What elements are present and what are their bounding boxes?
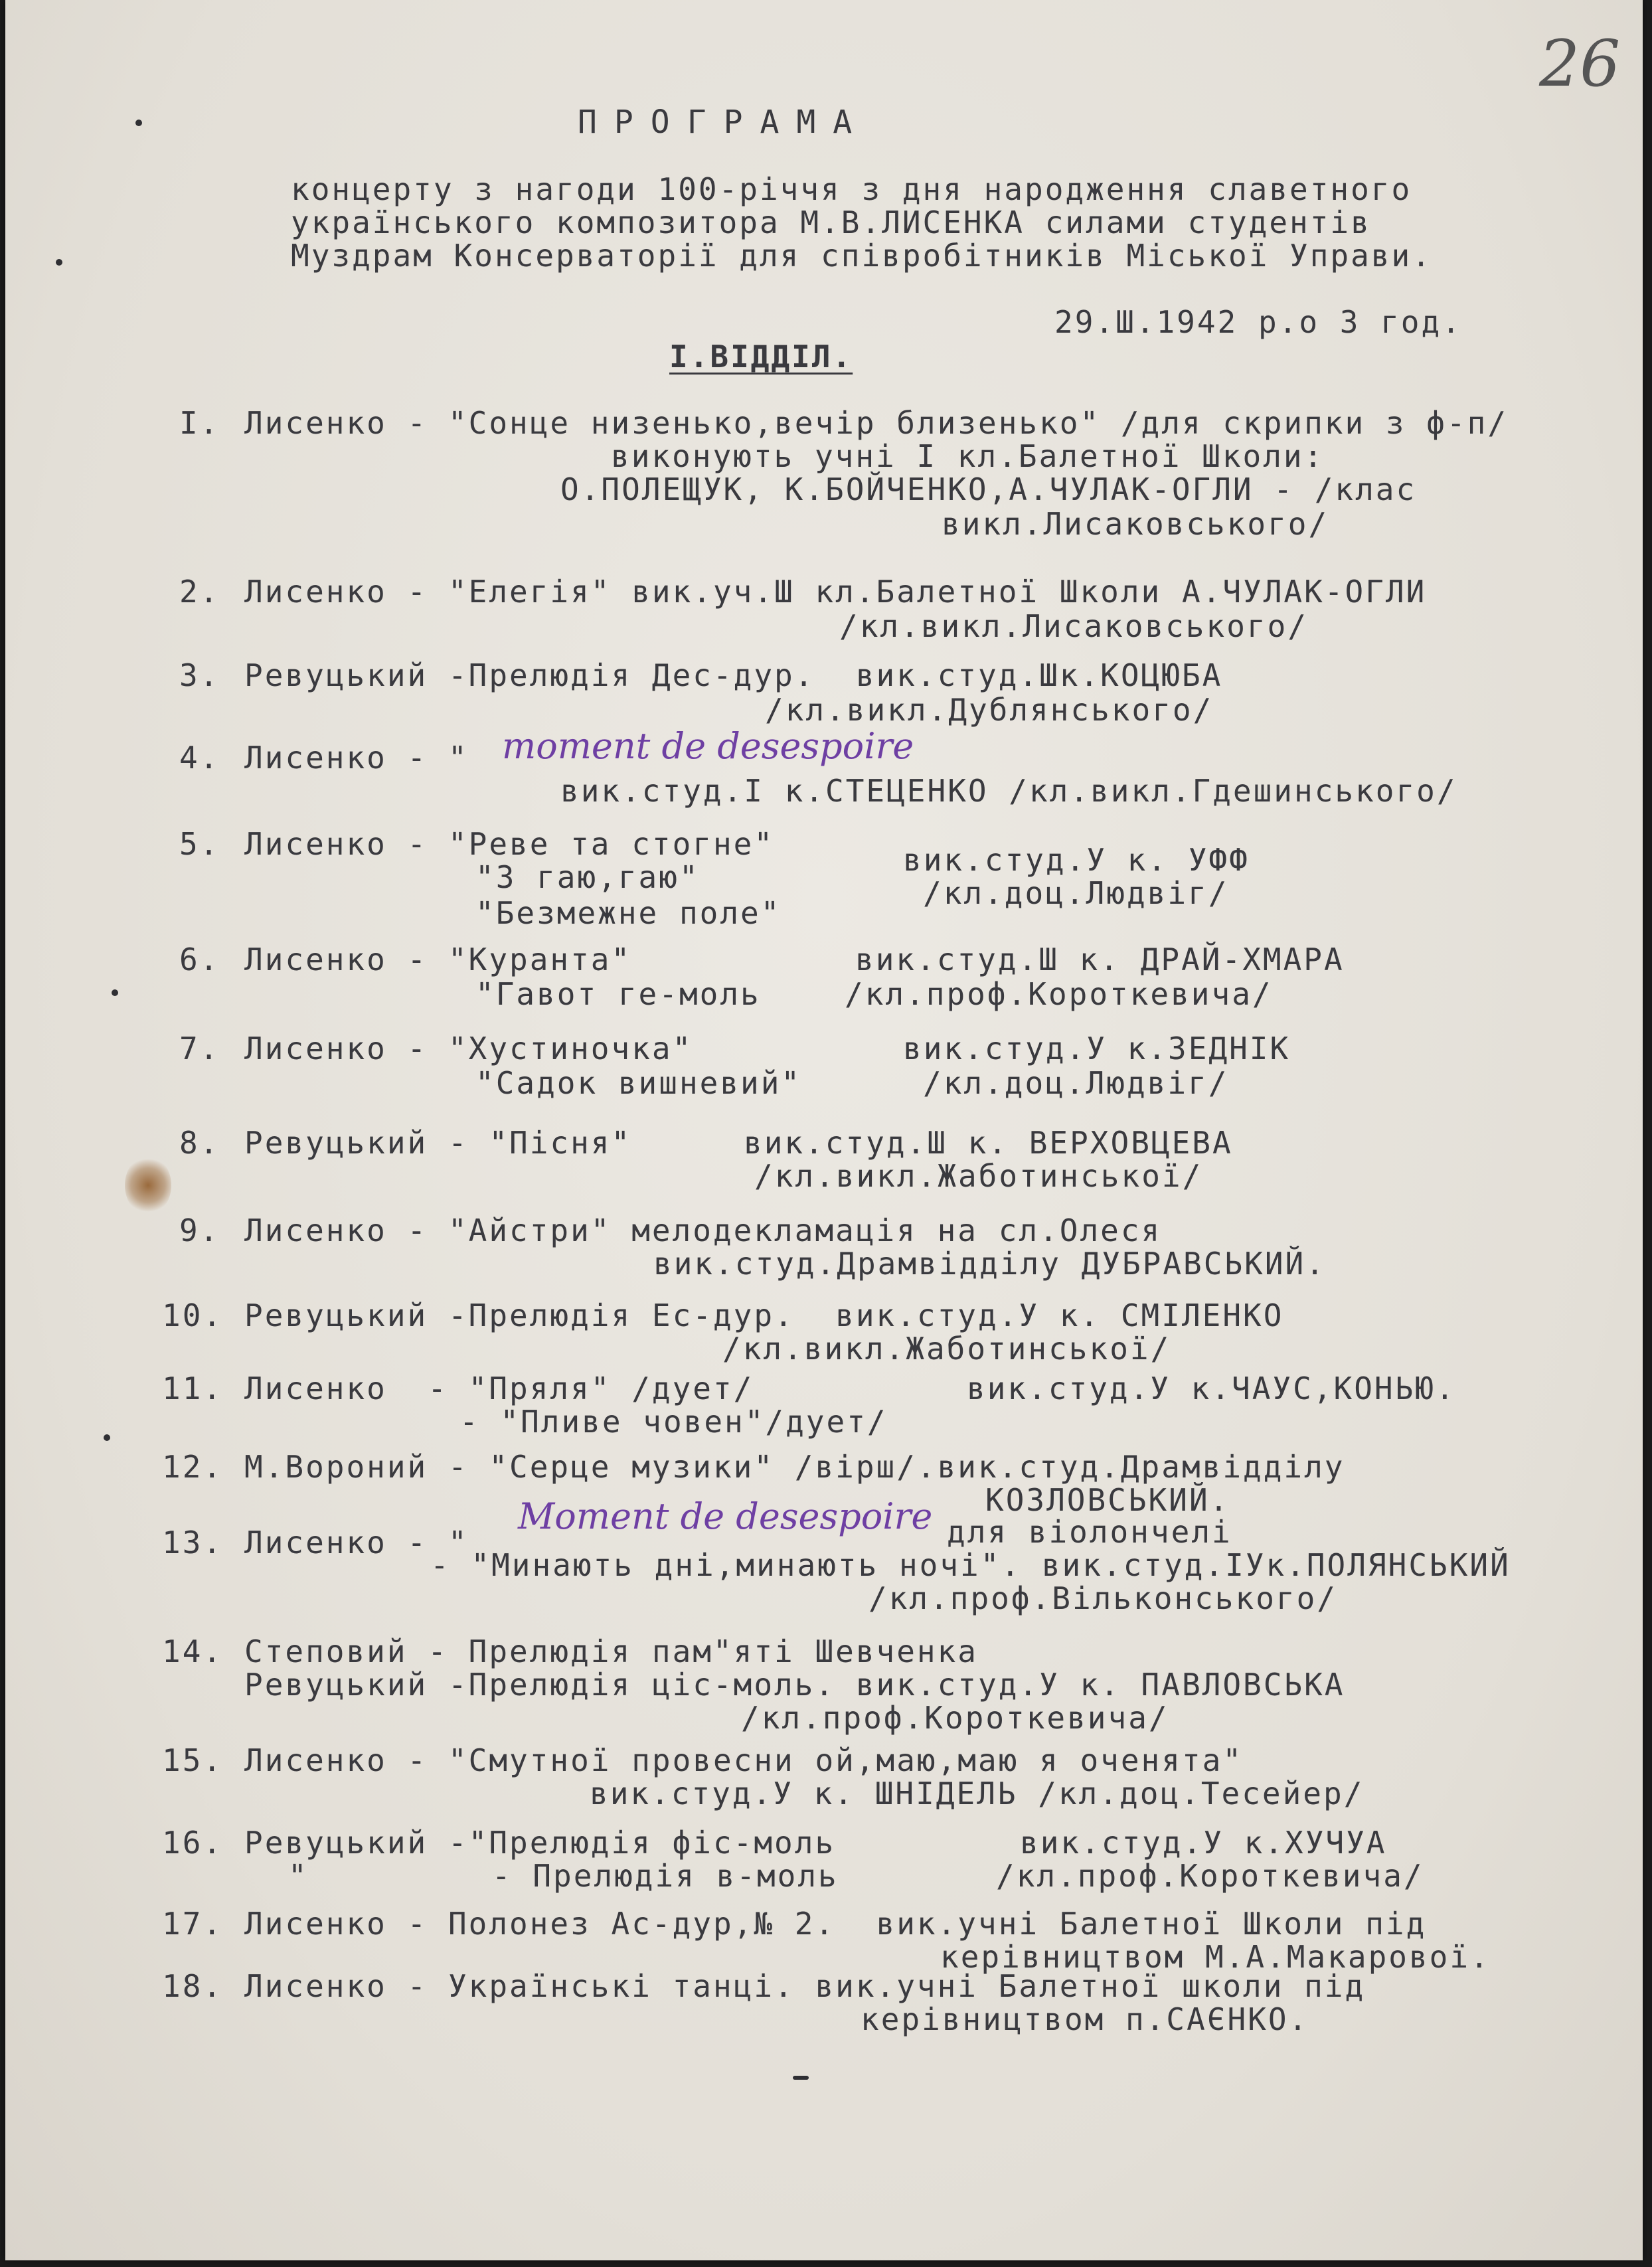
program-item-performer: вик.студ.У к.ЧАУС,КОНЬЮ.: [967, 1371, 1456, 1406]
program-item-line: "Безмежне поле": [475, 895, 782, 931]
document-page: [5, 0, 1643, 2260]
program-item-line: " - Прелюдія в-моль: [288, 1858, 839, 1894]
program-item-line: Ревуцький -Прелюдія Ес-дур. вик.студ.У к. СМІЛЕНКО: [244, 1298, 1284, 1333]
program-item-line: Лисенко - "Сонце низенько,вечір близенько" /для скрипки з ф-п/: [244, 405, 1509, 441]
program-item-line: "Садок вишневий": [475, 1065, 802, 1101]
program-item-line: Лисенко - "Хустиночка": [244, 1031, 693, 1066]
program-item-number: 11.: [162, 1371, 224, 1406]
program-item-line: Ревуцький -"Прелюдія фіс-моль: [244, 1825, 836, 1861]
page-number: 26: [1539, 27, 1621, 101]
subtitle-line-1: концерту з нагоди 100-річчя з дня народження славетного: [291, 171, 1412, 207]
program-item-performer: вик.студ.У к.ЗЕДНІК: [903, 1031, 1291, 1066]
program-item-line: виконують учні І кл.Балетної Школи:: [611, 438, 1325, 474]
program-item-number: 2.: [179, 574, 220, 610]
program-item-line: Лисенко - Українські танці. вик.учні Балетної школи під: [244, 1968, 1366, 2004]
program-item-performer: /кл.викл.Жаботинської/: [754, 1158, 1203, 1194]
margin-dot: [56, 259, 62, 266]
subtitle-line-3: Муздрам Консерваторії для співробітників Міської Управи.: [291, 238, 1432, 274]
program-item-line: Лисенко - ": [244, 740, 469, 776]
page-title: ПРОГРАМА: [578, 104, 870, 141]
subtitle-line-2: українського композитора М.В.ЛИСЕНКА силами студентів: [291, 205, 1371, 240]
program-item-performer: /кл.доц.Людвіг/: [923, 875, 1229, 911]
program-item-number: 4.: [179, 740, 220, 776]
program-item-performer: вик.студ.Ш к. ВЕРХОВЦЕВА: [744, 1125, 1233, 1161]
program-item-line: /кл.викл.Жаботинської/: [722, 1331, 1171, 1367]
program-item-line: "З гаю,гаю": [475, 859, 700, 895]
program-item-line: вик.студ.Драмвідділу ДУБРАВСЬКИЙ.: [653, 1246, 1326, 1282]
program-item-line: вик.студ.І к.СТЕЦЕНКО /кл.викл.Гдешинського/: [560, 773, 1457, 809]
program-item-performer: /кл.проф.Короткевича/: [996, 1858, 1424, 1894]
program-item-line: О.ПОЛЕЩУК, К.БОЙЧЕНКО,А.ЧУЛАК-ОГЛИ - /клас: [560, 471, 1417, 507]
program-item-number: 6.: [179, 942, 220, 977]
margin-dot: [112, 989, 118, 996]
program-item-line: КОЗЛОВСЬКИЙ.: [985, 1482, 1230, 1518]
program-item-number: 7.: [179, 1031, 220, 1066]
program-item-performer: /кл.проф.Короткевича/: [845, 976, 1273, 1012]
handwritten-title: Moment de desespoire: [518, 1495, 933, 1537]
program-item-line: М.Вороний - "Серце музики" /вірш/.вик.студ.Драмвідділу: [244, 1449, 1345, 1485]
program-item-number: 17.: [162, 1906, 224, 1942]
program-item-line: - "Минають дні,минають ночі". вик.студ.ІУк.ПОЛЯНСЬКИЙ: [430, 1547, 1511, 1583]
program-item-line: Ревуцький -Прелюдія ціс-моль. вик.студ.У к. ПАВЛОВСЬКА: [244, 1667, 1345, 1703]
concert-date: 29.Ш.1942 р.о 3 год.: [1054, 304, 1462, 340]
program-item-number: 3.: [179, 657, 220, 693]
program-item-line: Лисенко - ": [244, 1525, 469, 1560]
margin-dot: [793, 2076, 809, 2080]
program-item-line: Лисенко - "Айстри" мелодекламація на сл.Олеся: [244, 1213, 1162, 1248]
program-item-number: 16.: [162, 1825, 224, 1861]
program-item-line: Лисенко - "Реве та стогне": [244, 826, 775, 862]
program-item-number: І.: [179, 405, 220, 441]
program-item-performer: вик.студ.У к. УФФ: [903, 842, 1250, 878]
ink-stain: [125, 1155, 171, 1215]
program-item-performer: вик.студ.У к.ХУЧУА: [1020, 1825, 1387, 1861]
program-item-performer: вик.студ.Ш к. ДРАЙ-ХМАРА: [855, 942, 1345, 977]
program-item-line: Лисенко - Полонез Ас-дур,№ 2. вик.учні Балетної Школи під: [244, 1906, 1427, 1942]
program-item-line: "Гавот ге-моль: [475, 976, 761, 1012]
program-item-number: 14.: [162, 1634, 224, 1669]
program-item-line: Ревуцький - "Пісня": [244, 1125, 632, 1161]
program-item-line: Ревуцький -Прелюдія Дес-дур. вик.студ.Шк.КОЦЮБА: [244, 657, 1223, 693]
program-item-line: /кл.викл.Лисаковського/: [839, 608, 1308, 644]
handwritten-title: moment de desespoire: [502, 725, 914, 767]
program-item-number: 10.: [162, 1298, 224, 1333]
program-item-line: Степовий - Прелюдія пам"яті Шевченка: [244, 1634, 978, 1669]
program-item-line: /кл.викл.Дублянського/: [765, 692, 1214, 728]
program-item-line: Лисенко - "Смутної провесни ой,маю,маю я оченята": [244, 1742, 1244, 1778]
program-item-line: керівництвом п.САЄНКО.: [861, 2001, 1309, 2037]
margin-dot: [104, 1434, 110, 1441]
program-item-number: 12.: [162, 1449, 224, 1485]
margin-dot: [135, 120, 142, 126]
program-item-line: керівництвом М.А.Макарової.: [940, 1939, 1491, 1975]
program-item-line: - "Пливе човен"/дует/: [459, 1404, 888, 1440]
program-item-number: 15.: [162, 1742, 224, 1778]
program-item-number: 5.: [179, 826, 220, 862]
program-item-number: 13.: [162, 1525, 224, 1560]
program-item-line: Лисенко - "Куранта": [244, 942, 632, 977]
program-item-performer: /кл.доц.Людвіг/: [923, 1065, 1229, 1101]
program-item-line: вик.студ.У к. ШНІДЕЛЬ /кл.доц.Тесейер/: [590, 1776, 1364, 1811]
section-heading: І.ВІДДІЛ.: [669, 339, 853, 375]
program-item-number: 8.: [179, 1125, 220, 1161]
program-item-line: Лисенко - "Пряля" /дует/: [244, 1371, 754, 1406]
program-item-line: /кл.проф.Вільконського/: [868, 1580, 1337, 1616]
program-item-line: для віолончелі: [947, 1514, 1232, 1550]
program-item-number: 18.: [162, 1968, 224, 2004]
program-item-line: /кл.проф.Короткевича/: [741, 1700, 1169, 1736]
program-item-line: Лисенко - "Елегія" вик.уч.Ш кл.Балетної Школи А.ЧУЛАК-ОГЛИ: [244, 574, 1427, 610]
program-item-line: викл.Лисаковського/: [942, 506, 1329, 542]
program-item-number: 9.: [179, 1213, 220, 1248]
